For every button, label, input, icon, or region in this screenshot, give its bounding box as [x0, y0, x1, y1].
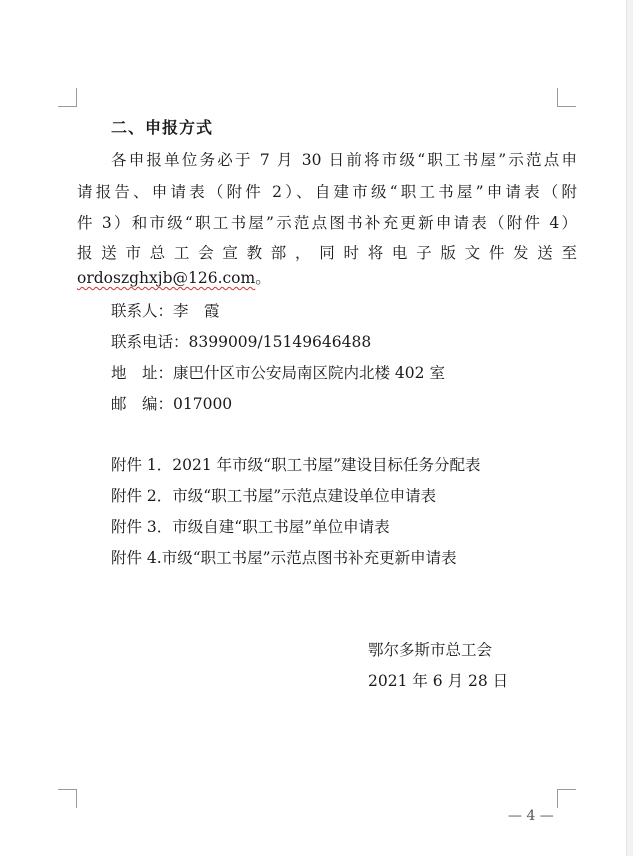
section-heading: 二、申报方式	[111, 118, 214, 137]
email-address: ordoszghxjb@126.com	[77, 269, 256, 287]
email-suffix: 。	[255, 269, 271, 287]
attachment-3: 附件 3．市级自建“职工书屋”单位申请表	[111, 518, 390, 536]
attachment-1: 附件 1．2021 年市级“职工书屋”建设目标任务分配表	[111, 456, 481, 474]
page-edge	[626, 0, 633, 856]
contact-person: 联系人：李 霞	[111, 302, 220, 320]
paragraph-line-5	[77, 266, 271, 288]
paragraph-line-1: 各申报单位务必于 7 月 30 日前将市级“职工书屋”示范点申	[111, 151, 577, 169]
postcode: 邮 编：017000	[111, 395, 233, 413]
signature-date: 2021 年 6 月 28 日	[368, 672, 509, 690]
crop-mark-bottom-left	[58, 789, 77, 808]
paragraph-line-4: 报送市总工会宣教部，同时将电子版文件发送至	[77, 244, 577, 262]
paragraph-line-3: 件 3）和市级“职工书屋”示范点图书补充更新申请表（附件 4）	[77, 214, 577, 232]
crop-mark-bottom-right	[557, 789, 576, 808]
crop-mark-top-left	[58, 88, 77, 107]
signature-organization: 鄂尔多斯市总工会	[368, 641, 493, 659]
address: 地 址：康巴什区市公安局南区院内北楼 402 室	[111, 364, 445, 382]
crop-mark-top-right	[557, 88, 576, 107]
page-number: — 4 —	[508, 808, 554, 824]
contact-phone: 联系电话：8399009/15149646488	[111, 333, 372, 351]
attachment-4: 附件 4.市级“职工书屋”示范点图书补充更新申请表	[111, 549, 457, 567]
attachment-2: 附件 2．市级“职工书屋”示范点建设单位申请表	[111, 487, 437, 505]
paragraph-line-2: 请报告、申请表（附件 2）、自建市级“职工书屋”申请表（附	[77, 183, 577, 201]
